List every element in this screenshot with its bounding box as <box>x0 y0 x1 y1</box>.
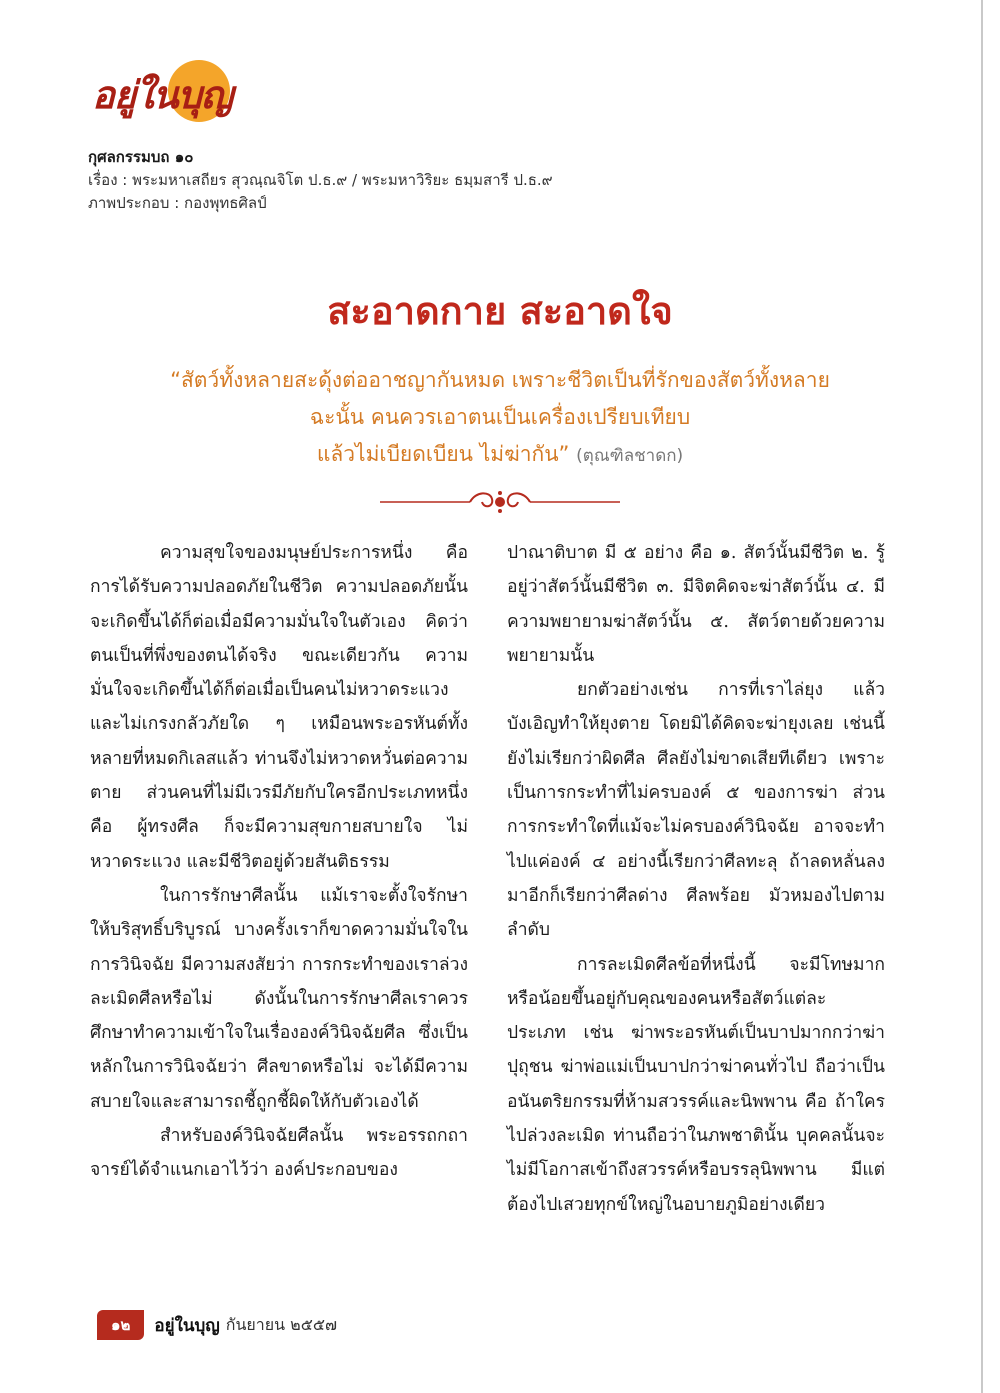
epigraph-quote <box>100 362 900 475</box>
page-footer <box>97 1311 337 1339</box>
quote-line-2: ฉะนั้น คนควรเอาตนเป็นเครื่องเปรียบเทียบ <box>309 405 691 429</box>
footer-issue-date: กันยายน ๒๕๕๗ <box>225 1314 337 1334</box>
ornament-divider-icon <box>380 487 620 517</box>
paragraph: สำหรับองค์วินิจฉัยศีลนั้น พระอรรถกถาจารย์ได้จำแนกเอาไว้ว่า องค์ประกอบของ <box>90 1126 468 1181</box>
body-column-right <box>507 536 885 1222</box>
paragraph: ความสุขใจของมนุษย์ประการหนึ่ง คือ การได้รับความปลอดภัยในชีวิต ความปลอดภัยนั้นจะเกิดขึ้นได้ก็ต่อเมื่อมีความมั่นใจในตัวเอง คิดว่าตนเป็นที่พึ่งของตนได้จริง ขณะเดียวกัน ความมั่นใจจะเกิดขึ้นได้ก็ต่อเมื่อเป็นคนไม่หวาดระแวงและไม่เกรงกลัวภัยใด ๆ เหมือนพระอรหันต์ทั้งหลายที่หมดกิเลสแล้ว ท่านจึงไม่หวาดหวั่นต่อความตาย ส่วนคนที่ไม่มีเวรมีภัยกับใครอีกประเภทหนึ่ง คือ ผู้ทรงศีล ก็จะมีความสุขกายสบายใจ ไม่หวาดระแวง และมีชีวิตอยู่ด้วยสันติธรรม <box>90 543 468 872</box>
author-line: เรื่อง : พระมหาเสถียร สุวณฺณจิโต ป.ธ.๙ / พระมหาวิริยะ ธมฺมสารี ป.ธ.๙ <box>88 171 553 189</box>
body-column-left <box>90 536 468 1188</box>
quote-line-3-wrap <box>100 436 900 475</box>
quote-line-1: “สัตว์ทั้งหลายสะดุ้งต่ออาชญากันหมด เพราะชีวิตเป็นที่รักของสัตว์ทั้งหลาย <box>170 368 830 392</box>
paragraph: ยกตัวอย่างเช่น การที่เราไล่ยุง แล้วบังเอิญทำให้ยุงตาย โดยมิได้คิดจะฆ่ายุงเลย เช่นนี้ยังไม่เรียกว่าผิดศีล ศีลยังไม่ขาดเสียทีเดียว เพราะเป็นการกระทำที่ไม่ครบองค์ ๕ ของการฆ่า ส่วนการกระทำใดที่แม้จะไม่ครบองค์วินิจฉัย อาจจะทำไปแค่องค์ ๔ อย่างนี้เรียกว่าศีลทะลุ ถ้าลดหลั่นลงมาอีกก็เรียกว่าศีลด่าง ศีลพร้อย มัวหมองไปตามลำดับ <box>507 680 885 941</box>
paragraph: ปาณาติบาต มี ๕ อย่าง คือ ๑. สัตว์นั้นมีชีวิต ๒. รู้อยู่ว่าสัตว์นั้นมีชีวิต ๓. มีจิตคิดจะฆ่าสัตว์นั้น ๔. มีความพยายามฆ่าสัตว์นั้น ๕. สัตว์ตายด้วยความพยายามนั้น <box>507 543 885 666</box>
section-title: กุศลกรรมบถ ๑๐ <box>88 148 194 166</box>
article-title: สะอาดกาย สะอาดใจ <box>327 289 673 333</box>
page-number: ๑๒ <box>97 1310 144 1340</box>
illustrator-line: ภาพประกอบ : กองพุทธศิลป์ <box>88 194 267 212</box>
quote-source: (ตุณฑิลชาดก) <box>576 446 684 466</box>
page-edge-line <box>981 0 983 1393</box>
paragraph: การละเมิดศีลข้อที่หนึ่งนี้ จะมีโทษมากหรือน้อยขึ้นอยู่กับคุณของคนหรือสัตว์แต่ละประเภท เช่น ฆ่าพระอรหันต์เป็นบาปมากกว่าฆ่าปุถุชน ฆ่าพ่อแม่เป็นบาปกว่าฆ่าคนทั่วไป ถือว่าเป็นอนันตริยกรรมที่ห้ามสวรรค์และนิพพาน คือ ถ้าใครไปล่วงละเมิด ท่านถือว่าในภพชาตินั้น บุคคลนั้นจะไม่มีโอกาสเข้าถึงสวรรค์หรือบรรลุนิพพาน มีแต่ต้องไปเสวยทุกข์ใหญ่ในอบายภูมิอย่างเดียว <box>507 954 885 1215</box>
magazine-logo <box>92 56 232 128</box>
article-meta <box>88 146 553 215</box>
footer-magazine-name: อยู่ในบุญ <box>154 1315 220 1336</box>
paragraph: ในการรักษาศีลนั้น แม้เราจะตั้งใจรักษาให้บริสุทธิ์บริบูรณ์ บางครั้งเราก็ขาดความมั่นใจในการวินิจฉัย มีความสงสัยว่า การกระทำของเราล่วงละเมิดศีลหรือไม่ ดังนั้นในการรักษาศีลเราควรศึกษาทำความเข้าใจในเรื่ององค์วินิจฉัยศีล ซึ่งเป็นหลักในการวินิจฉัยว่า ศีลขาดหรือไม่ จะได้มีความสบายใจและสามารถชี้ถูกชี้ผิดให้กับตัวเองได้ <box>90 885 468 1112</box>
logo-text: อยู่ในบุญ <box>92 72 233 117</box>
quote-line-3: แล้วไม่เบียดเบียน ไม่ฆ่ากัน” <box>316 442 570 466</box>
